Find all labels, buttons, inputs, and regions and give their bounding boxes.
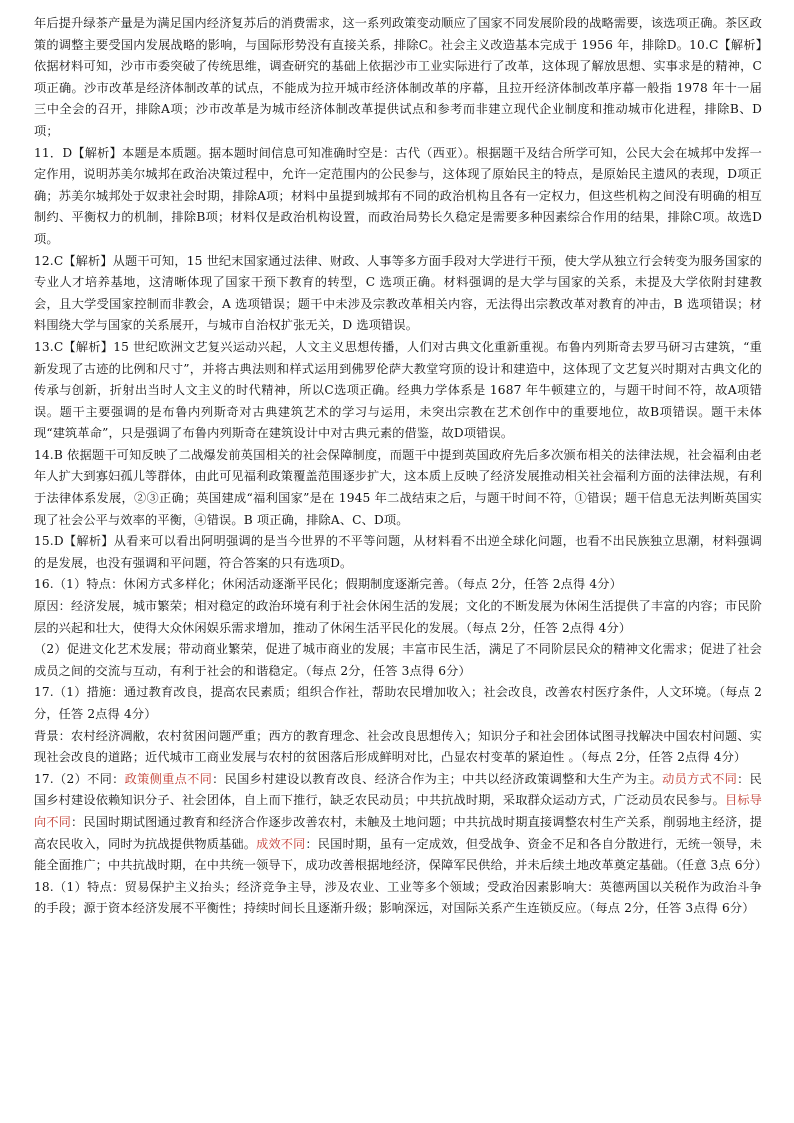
answer-key-page (34, 13, 768, 920)
paragraph-q12-analysis: 12.C【解析】从题干可知，15 世纪末国家通过法律、财政、人事等多方面手段对大学进行干预，使大学从独立行会转变为服务国家的专业人才培养基地，这清晰体现了国家干预下教育的转型，C 选项正确。材料强调的是大学与国家的关系，未提及大学依附封建教会，且大学受国家控制而非教会，A 选项错误；题干中未涉及宗教改革相关内容，无法得出宗教改革对教育的冲击，B 选项错误；材料围绕大学与国家的关系展开，与城市自治权扩张无关，D 选项错误。 (34, 253, 762, 333)
paragraph-q17-1-background: 背景：农村经济凋敝，农村贫困问题严重；西方的教育理念、社会改良思想传入；知识分子和社会团体试图寻找解决中国农村问题、实现社会改良的道路；近代城市工商业发展与农村的贫困落后形成鲜明对比，凸显农村变革的紧迫性 。（每点 2分，任答 2点得 4分） (34, 728, 762, 765)
highlight-heading: 政策侧重点不同 (124, 771, 213, 786)
paragraph-q14-analysis: 14.B 依据题干可知反映了二战爆发前英国相关的社会保障制度，而题干中提到英国政府先后多次颁布相关的法律法规，社会福利由老年人扩大到寡妇孤儿等群体，由此可见福利政策覆盖范围逐步扩大，这本质上反映了经济发展推动相关社会福利方面的法律法规，有利于法律体系发展，②③正确；英国建成“福利国家”是在 1945 年二战结束之后，与题干时间不符，①错误；题干信息无法判断英国实现了社会公平与效率的平衡，④错误。B 项正确，排除A、C、D项。 (34, 447, 762, 527)
paragraph-q16-1-reasons: 原因：经济发展，城市繁荣；相对稳定的政治环境有利于社会休闲生活的发展；文化的不断发展为休闲生活提供了丰富的内容；市民阶层的兴起和壮大，使得大众休闲娱乐需求增加，推动了休闲生活平民化的发展。（每点 2分，任答 2点得 4分） (34, 599, 762, 635)
paragraph-q17-1-measures: 17.（1）措施：通过教育改良，提高农民素质；组织合作社，帮助农民增加收入；社会改良，改善农村医疗条件，人文环境。（每点 2分，任答 2点得 4分） (34, 685, 762, 721)
paragraph-q11-analysis: 11．D【解析】本题是本质题。据本题时间信息可知准确时空是：古代（西亚）。根据题干及结合所学可知，公民大会在城邦中发挥一定作用，说明苏美尔城邦在政治决策过程中，允许一定范围内的公民参与，这体现了原始民主的特点，是原始民主遗风的表现，D项正确；苏美尔城邦处于奴隶社会时期，排除A项；材料中虽提到城邦有不同的政治机构且各有一定权力，但这些机构之间没有明确的相互制约、平衡权力的机制，排除B项；材料仅是政治机构设置，而政治局势长久稳定是需要多种因素综合作用的结果，排除C项。故选D项。 (34, 145, 762, 246)
paragraph-q16-1-features: 16.（1）特点：休闲方式多样化；休闲活动逐渐平民化；假期制度逐渐完善。（每点 2分，任答 2点得 4分） (34, 577, 622, 592)
paragraph-q9-q10-analysis: 年后提升绿茶产量是为满足国内经济复苏后的消费需求，这一系列政策变动顺应了国家不同发展阶段的战略需要，该选项正确。茶区政策的调整主要受国内发展战略的影响，与国际形势没有直接关系，排除C。社会主义改造基本完成于 1956 年，排除D。10.C【解析】依据材料可知，沙市市委突破了传统思维，调查研究的基础上依据沙市工业实际进行了改革，这体现了解放思想、实事求是的精神，C项正确。沙市改革是经济体制改革的试点，不能成为拉开城市经济体制改革的序幕，且拉开经济体制改革序幕一般指 1978 年十一届三中全会的召开，排除A项；沙市改革是为城市经济体制改革提供试点和参考而非建立现代企业制度和推动城市化进程，排除B、D项； (34, 16, 762, 138)
paragraph-q15-analysis: 15.D【解析】从看来可以看出阿明强调的是当今世界的不平等问题，从材料看不出逆全球化问题，也看不出民族独立思潮，材料强调的是发展，也没有强调和平问题，符合答案的只有选项D。 (34, 534, 762, 570)
paragraph-q17-2-differences: 17.（2）不同：政策侧重点不同：民国乡村建设以教育改良、经济合作为主；中共以经济政策调整和大生产为主。动员方式不同：民国乡村建设依赖知识分子、社会团体，自上而下推行，缺乏农民动员；中共抗战时期，采取群众运动方式，广泛动员农民参与。目标导向不同：民国时期试图通过教育和经济合作逐步改善农村，未触及土地问题；中共抗战时期直接调整农村生产关系，削弱地主经济，提高农民收入，同时为抗战提供物质基础。成效不同：民国时期，虽有一定成效，但受战争、资金不足和各自分散进行，无统一领导，未能全面推广；中共抗战时期，在中共统一领导下，成功改善根据地经济，保障军民供给，并未后续土地改革奠定基础。（任意 3点 6分） (34, 771, 768, 873)
paragraph-q16-2: （2）促进文化艺术发展；带动商业繁荣，促进了城市商业的发展；丰富市民生活，满足了不同阶层民众的精神文化需求；促进了社会成员之间的交流与互动，有利于社会的和谐稳定。（每点 2分，任答 3点得 6分） (34, 642, 762, 678)
highlight-heading: 目标导向不同 (34, 793, 762, 829)
paragraph-q18-1-features: 18.（1）特点：贸易保护主义抬头；经济竞争主导，涉及农业、工业等多个领域；受政治因素影响大：英德两国以关税作为政治斗争的手段；源于资本经济发展不平衡性；持续时间长且逐渐升级；影响深远，对国际关系产生连锁反应。（每点 2分，任答 3点得 6分） (34, 879, 762, 916)
highlight-heading: 动员方式不同 (662, 771, 738, 786)
highlight-heading: 成效不同 (256, 836, 306, 851)
paragraph-q13-analysis: 13.C【解析】15 世纪欧洲文艺复兴运动兴起，人文主义思想传播，人们对古典文化重新重视。布鲁内列斯奇去罗马研习古建筑，“重新发现了古迹的比例和尺寸”，并将古典法则和样式运用到佛罗伦萨大教堂穹顶的设计和建造中，这体现了文艺复兴时期对古典文化的传承与创新，折射出当时人文主义的时代精神，所以C选项正确。经典力学体系是 1687 年牛顿建立的，与题干时间不符，故A项错误。题干主要强调的是布鲁内列斯奇对古典建筑艺术的学习与运用，未突出宗教在艺术创作中的重要地位，故B项错误。题干未体现“建筑革命”，只是强调了布鲁内列斯奇在建筑设计中对古典元素的借鉴，故D项错误。 (34, 339, 762, 441)
